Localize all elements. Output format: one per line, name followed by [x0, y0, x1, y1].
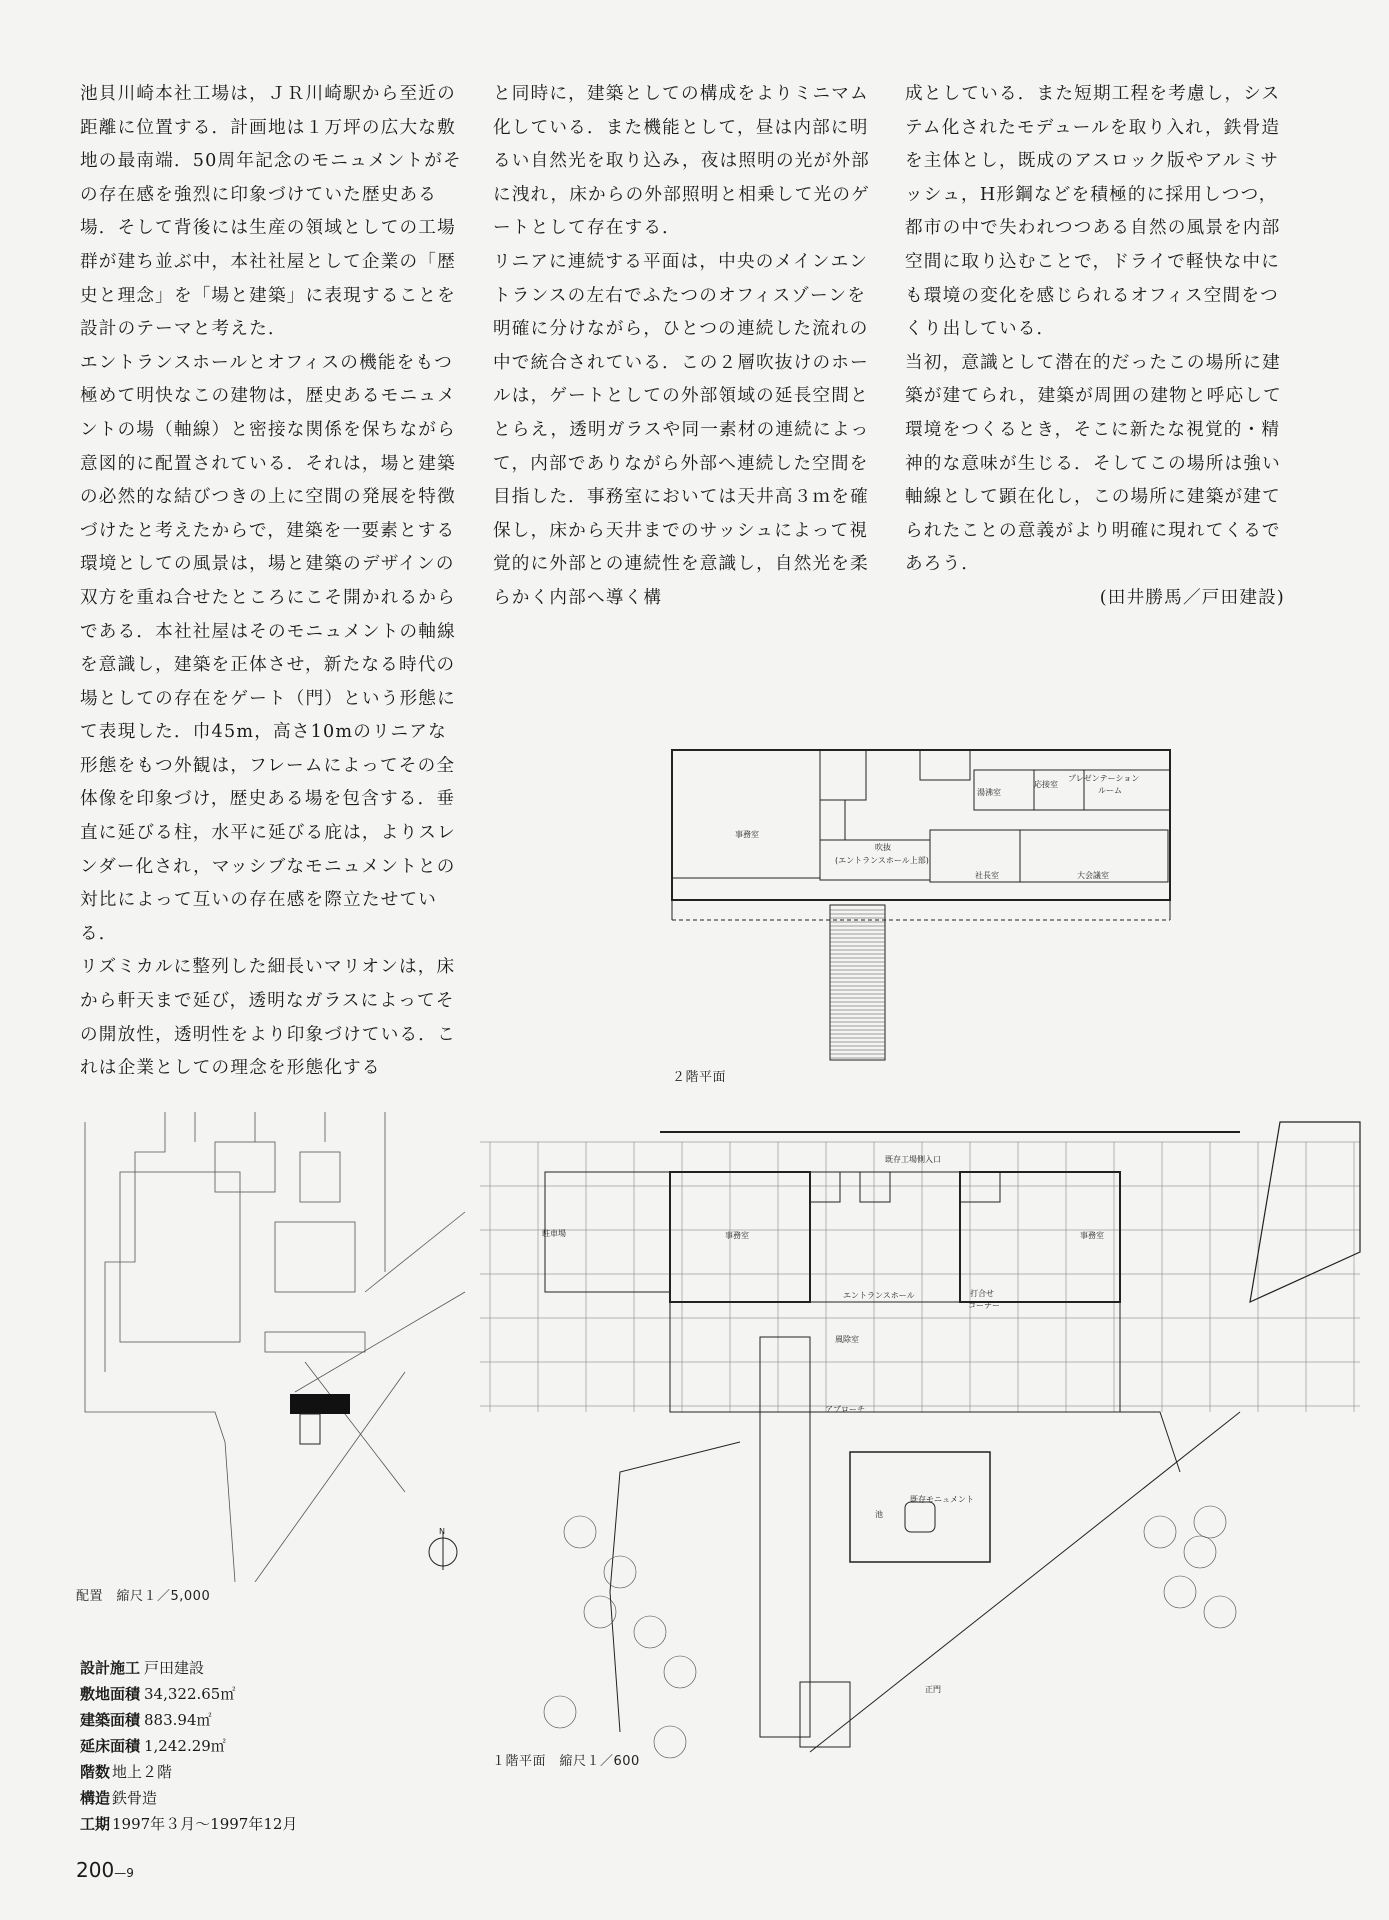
first-floor-caption: １階平面 縮尺１／600	[492, 1754, 640, 1769]
room-label: プレゼンテーション	[1068, 774, 1140, 783]
svg-text:N: N	[439, 1527, 445, 1536]
paragraph: リズミカルに整列した細長いマリオンは，床から軒天まで延び，透明なガラスによってその開放性，透明性をより印象づけている．これは企業としての理念を形態化する	[80, 957, 456, 1079]
room-label: 既存モニュメント	[910, 1495, 974, 1504]
site-plan	[75, 1112, 475, 1582]
north-arrow-icon	[429, 1527, 457, 1570]
room-label: アプローチ	[825, 1405, 865, 1414]
paragraph: 池貝川崎本社工場は，ＪＲ川崎駅から至近の距離に位置する．計画地は１万坪の広大な敷地の最南端．50周年記念のモニュメントがその存在感を強烈に印象づけていた歴史ある場．そして背後には生産の領域としての工場群が建ち並ぶ中，本社社屋として企業の「歴史と理念」を「場と建築」に表現することを設計のテーマと考えた．	[80, 84, 462, 340]
text-column-1	[80, 78, 465, 1086]
text-column-3	[905, 78, 1285, 616]
room-label: 池	[875, 1510, 883, 1519]
room-label: 大会議室	[1077, 871, 1109, 880]
room-label: エントランスホール	[843, 1291, 915, 1300]
second-floor-caption: ２階平面	[672, 1070, 727, 1085]
paragraph: リニアに連続する平面は，中央のメインエントランスの左右でふたつのオフィスゾーンを明確に分けながら，ひとつの連続した流れの中で統合されている．この２層吹抜けのホールは，ゲートとしての外部領域の延長空間ととらえ，透明ガラスや同一素材の連続によって，内部でありながら外部へ連続した空間を目指した．事務室においては天井高３ｍを確保し，床から天井までのサッシュによって視覚的に外部との連続性を意識し，自然光を柔らかく内部へ導く構	[493, 251, 870, 608]
room-label: 事務室	[1080, 1231, 1104, 1240]
paragraph: と同時に，建築としての構成をよりミニマム化している．また機能として，昼は内部に明るい自然光を取り込み，夜は照明の光が外部に洩れ，床からの外部照明と相乗して光のゲートとして存在する．	[493, 84, 870, 239]
spec-row: 敷地面積 34,322.65㎡	[80, 1685, 236, 1703]
spec-row: 建築面積 883.94㎡	[80, 1711, 212, 1729]
room-label: 応接室	[1034, 780, 1058, 789]
second-floor-plan	[670, 745, 1190, 1065]
spec-row: 構造 鉄骨造	[80, 1789, 158, 1807]
author-credit: (田井勝馬／戸田建設)	[1099, 587, 1285, 608]
paragraph: エントランスホールとオフィスの機能をもつ極めて明快なこの建物は，歴史あるモニュメントの場（軸線）と密接な関係を保ちながら意図的に配置されている．それは，場と建築の必然的な結びつきの上に空間の発展を特徴づけたと考えたからで，建築を一要素とする環境としての風景は，場と建築のデザインの双方を重ね合せたところにこそ開かれるからである．本社社屋はそのモニュメントの軸線を意識し，建築を正体させ，新たなる時代の場としての存在をゲート（門）という形態にて表現した．巾45m，高さ10mのリニアな形態をもつ外観は，フレームによってその全体像を印象づけ，歴史ある場を包含する．垂直に延びる柱，水平に延びる庇は，よりスレンダー化され，マッシブなモニュメントとの対比によって互いの存在感を際立たせている．	[80, 352, 456, 944]
spec-row: 設計施工 戸田建設	[80, 1659, 205, 1677]
first-floor-plan	[480, 1112, 1364, 1772]
site-plan-caption: 配置 縮尺１／5,000	[76, 1589, 211, 1604]
room-label: 湯沸室	[977, 788, 1001, 797]
spec-row: 階数 地上２階	[80, 1763, 173, 1781]
project-specs	[80, 1655, 297, 1837]
paragraph: 当初，意識として潜在的だったこの場所に建築が建てられ，建築が周囲の建物と呼応して環境をつくるとき，そこに新たな視覚的・精神的な意味が生じる．そしてこの場所は強い軸線として顕在化し，この場所に建築が建てられたことの意義がより明確に現れてくるであろう．	[905, 352, 1282, 575]
room-label: コーナー	[968, 1301, 1000, 1310]
room-label: 吹抜	[875, 843, 891, 852]
room-label: 既存工場側入口	[885, 1155, 941, 1164]
room-label: 風除室	[835, 1335, 859, 1344]
text-column-2	[493, 78, 873, 616]
room-label: ルーム	[1098, 786, 1122, 795]
room-label: 事務室	[735, 830, 759, 839]
room-label: 駐車場	[542, 1229, 566, 1238]
room-label: 事務室	[725, 1231, 749, 1240]
page-number: 200—9	[76, 1858, 134, 1882]
paragraph: 成としている．また短期工程を考慮し，システム化されたモデュールを取り入れ，鉄骨造を主体とし，既成のアスロック版やアルミサッシュ，H形鋼などを積極的に採用しつつ，都市の中で失われつつある自然の風景を内部空間に取り込むことで，ドライで軽快な中にも環境の変化を感じられるオフィス空間をつくり出している．	[905, 84, 1281, 340]
room-label: 社長室	[975, 871, 999, 880]
spec-row: 工期 1997年３月～1997年12月	[80, 1815, 298, 1833]
spec-row: 延床面積 1,242.29㎡	[80, 1737, 226, 1755]
room-label: (エントランスホール上部)	[835, 856, 929, 865]
room-label: 打合せ	[970, 1289, 994, 1298]
room-label: 正門	[925, 1685, 941, 1694]
